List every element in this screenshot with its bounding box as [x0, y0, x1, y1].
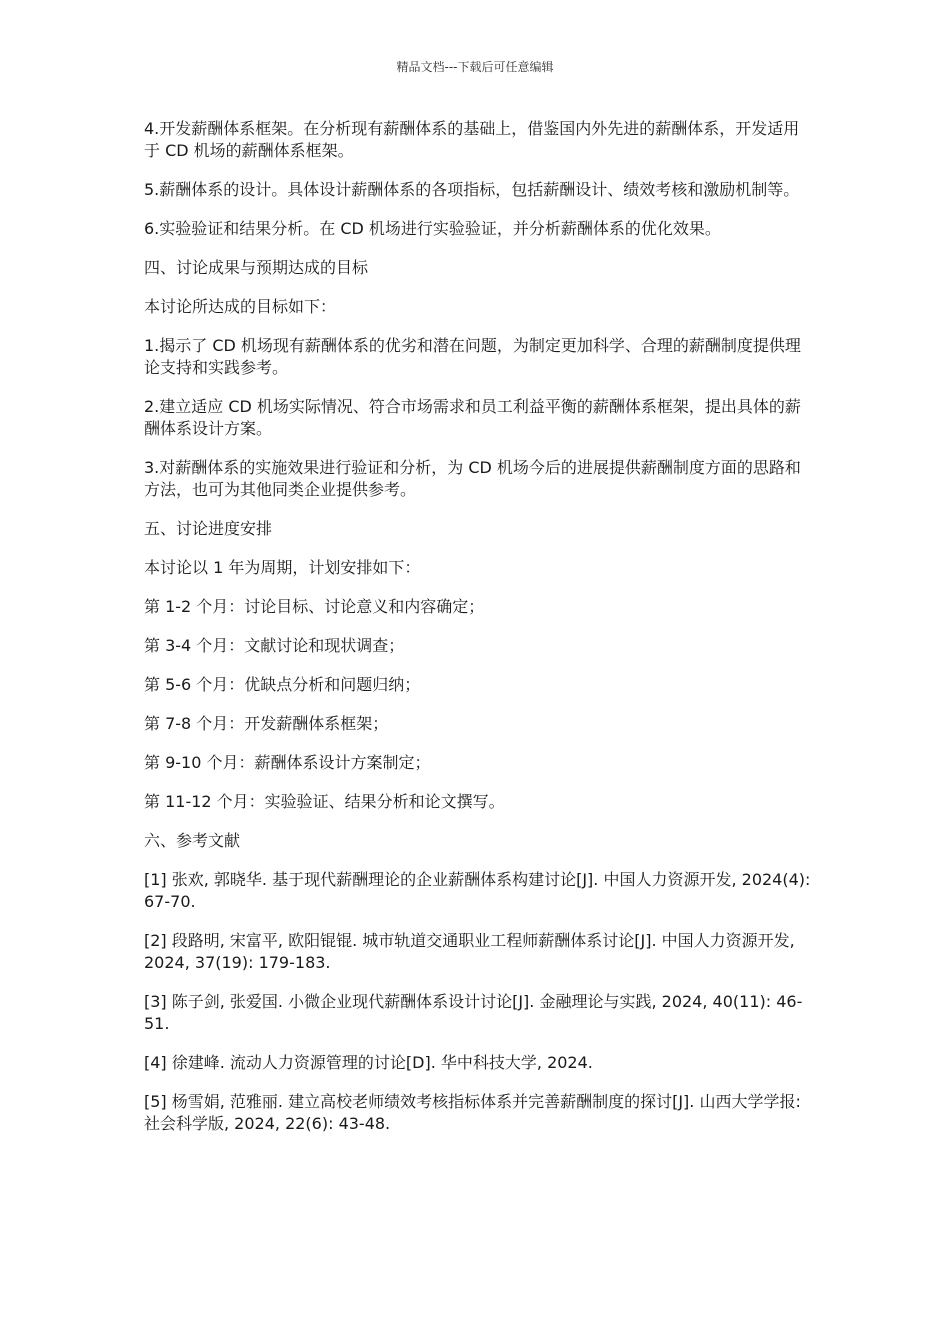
schedule-item: 第 5-6 个月：优缺点分析和问题归纳；: [144, 675, 421, 694]
schedule-item: 第 9-10 个月：薪酬体系设计方案制定；: [144, 753, 431, 772]
section-heading-5: 五、讨论进度安排: [144, 519, 273, 538]
reference-item: [3] 陈子剑, 张爱国. 小微企业现代薪酬体系设计讨论[J]. 金融理论与实践, 2024, 40(11): 46-51.: [144, 992, 803, 1033]
section-heading-4: 四、讨论成果与预期达成的目标: [144, 258, 369, 277]
schedule-item: 第 7-8 个月：开发薪酬体系框架；: [144, 714, 389, 733]
reference-item: [1] 张欢, 郭晓华. 基于现代薪酬理论的企业薪酬体系构建讨论[J]. 中国人力资源开发, 2024(4): 67-70.: [144, 870, 811, 911]
paragraph-goals-intro: 本讨论所达成的目标如下：: [144, 297, 337, 316]
paragraph-goal-2: 2.建立适应 CD 机场实际情况、符合市场需求和员工利益平衡的薪酬体系框架，提出具体的薪酬体系设计方案。: [144, 397, 801, 438]
paragraph-goal-1: 1.揭示了 CD 机场现有薪酬体系的优劣和潜在问题，为制定更加科学、合理的薪酬制度提供理论支持和实践参考。: [144, 336, 801, 377]
schedule-item: 第 3-4 个月：文献讨论和现状调查；: [144, 636, 405, 655]
paragraph-step-4: 4.开发薪酬体系框架。在分析现有薪酬体系的基础上，借鉴国内外先进的薪酬体系，开发适用于 CD 机场的薪酬体系框架。: [144, 119, 800, 160]
schedule-item: 第 1-2 个月：讨论目标、讨论意义和内容确定；: [144, 597, 485, 616]
reference-item: [2] 段路明, 宋富平, 欧阳锟锟. 城市轨道交通职业工程师薪酬体系讨论[J]. 中国人力资源开发, 2024, 37(19): 179-183.: [144, 931, 795, 972]
reference-item: [4] 徐建峰. 流动人力资源管理的讨论[D]. 华中科技大学, 2024.: [144, 1053, 593, 1072]
schedule-item: 第 11-12 个月：实验验证、结果分析和论文撰写。: [144, 792, 505, 811]
paragraph-schedule-intro: 本讨论以 1 年为周期，计划安排如下：: [144, 558, 421, 577]
paragraph-step-5: 5.薪酬体系的设计。具体设计薪酬体系的各项指标，包括薪酬设计、绩效考核和激励机制等。: [144, 180, 800, 199]
reference-item: [5] 杨雪娟, 范雅丽. 建立高校老师绩效考核指标体系并完善薪酬制度的探讨[J]. 山西大学学报: 社会科学版, 2024, 22(6): 43-48.: [144, 1092, 801, 1133]
paragraph-goal-3: 3.对薪酬体系的实施效果进行验证和分析，为 CD 机场今后的进展提供薪酬制度方面的思路和方法，也可为其他同类企业提供参考。: [144, 458, 801, 499]
page-header: 精品文档---下载后可任意编辑: [396, 60, 554, 74]
document-body: [144, 118, 812, 1152]
paragraph-step-6: 6.实验验证和结果分析。在 CD 机场进行实验验证，并分析薪酬体系的优化效果。: [144, 219, 721, 238]
section-heading-6: 六、参考文献: [144, 831, 241, 850]
